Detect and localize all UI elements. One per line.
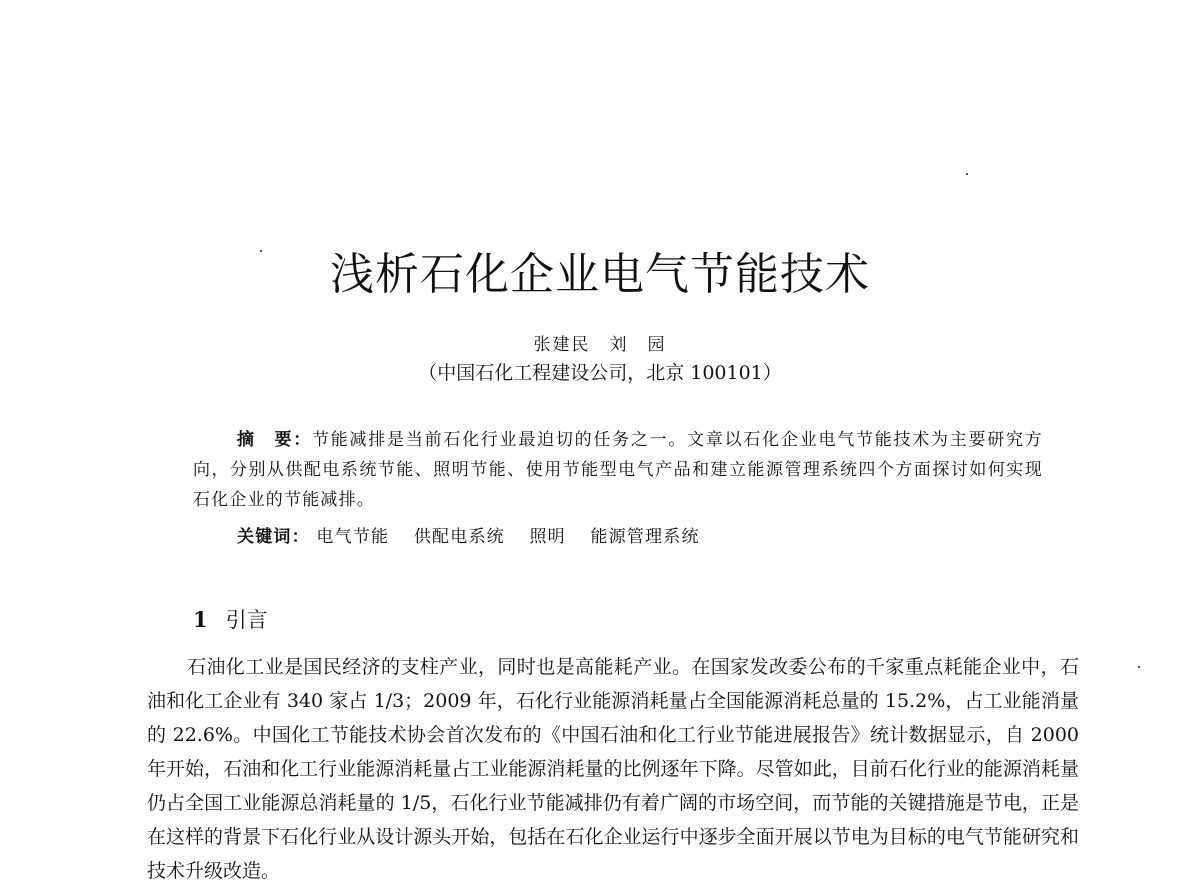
affiliation: （中国石化工程建设公司，北京 100101） [418, 362, 782, 384]
keywords [237, 522, 718, 547]
keywords-label: 关键词： [237, 527, 310, 547]
section-number: 1 [193, 607, 208, 632]
scan-speck [1138, 666, 1140, 668]
abstract-label: 摘 要： [237, 430, 313, 450]
body-paragraph: 石油化工业是国民经济的支柱产业，同时也是高能耗产业。在国家发改委公布的千家重点耗能企业中，石油和化工企业有 340 家占 1/3；2009 年，石化行业能源消耗量占全国能源消耗总量的 15.2%，占工业能消量的 22.6%。中国化工节能技术协会首次发布的《中国石油和化工行业节能进展报告》统计数据显示，自 2000 年开始，石油和化工行业能源消耗量占工业能源消耗量的比例逐年下降。尽管如此，目前石化行业的能源消耗量仍占全国工业能源总消耗量的 1/5，石化行业节能减排仍有着广阔的市场空间，而节能的关键措施是节电，正是在这样的背景下石化行业从设计源头开始，包括在石化企业运行中逐步全面开展以节电为目标的电气节能研究和技术升级改造。 [147, 656, 1079, 882]
section-title: 引言 [225, 608, 268, 632]
keyword: 电气节能 [316, 527, 390, 547]
authors: 张建民 刘 园 [533, 335, 667, 355]
paper-title: 浅析石化企业电气节能技术 [330, 249, 870, 300]
abstract-text: 节能减排是当前石化行业最迫切的任务之一。文章以石化企业电气节能技术为主要研究方向，分别从供配电系统节能、照明节能、使用节能型电气产品和建立能源管理系统四个方面探讨如何实现石化企业的节能减排。 [193, 430, 1043, 510]
keyword: 供配电系统 [413, 527, 505, 547]
section-heading [193, 604, 268, 634]
scan-speck [966, 173, 968, 175]
keyword: 能源管理系统 [590, 527, 700, 547]
scan-speck [260, 250, 262, 252]
abstract [193, 425, 1043, 515]
keyword: 照明 [529, 527, 566, 547]
